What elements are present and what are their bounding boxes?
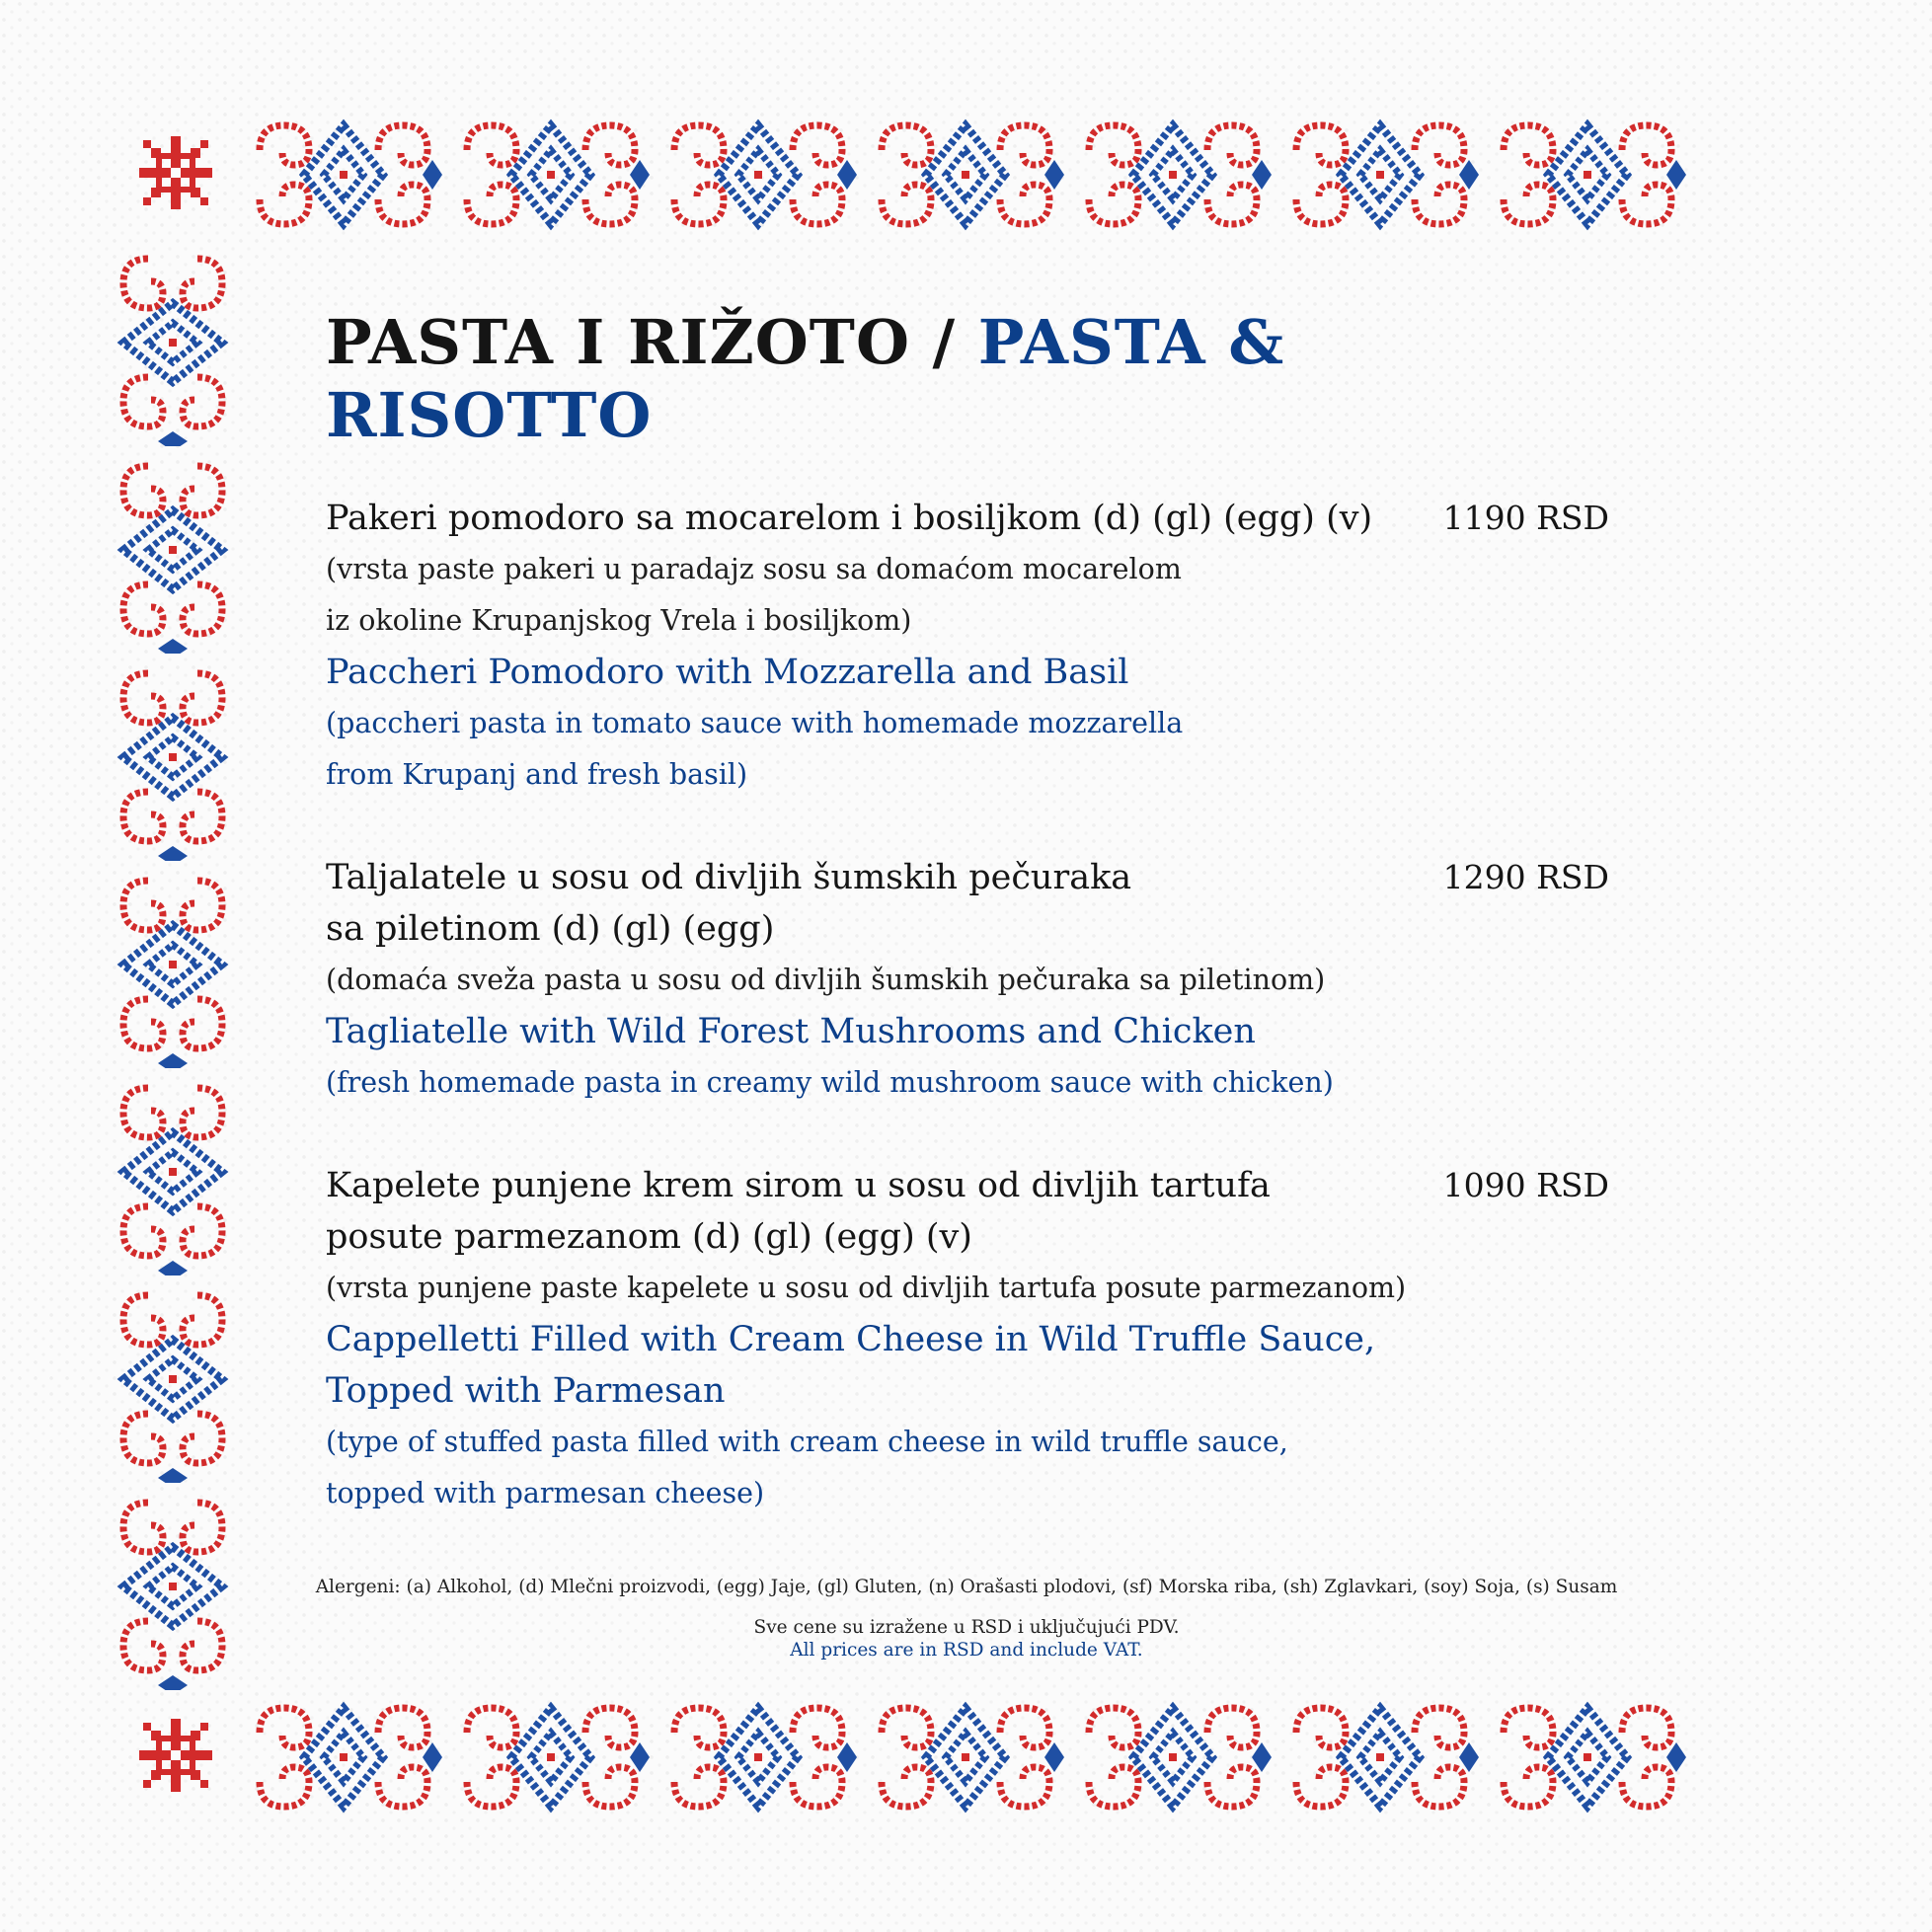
dish-name-sr <box>326 1160 1431 1263</box>
page-title <box>326 306 1609 453</box>
dish-name-sr-line: Pakeri pomodoro sa mocarelom i bosiljkom (d) (gl) (egg) (v) <box>326 498 1373 538</box>
dish-name-sr-line: Taljalatele u sosu od divljih šumskih pečuraka <box>326 857 1132 897</box>
dish-name-sr-line: posute parmezanom (d) (gl) (egg) (v) <box>326 1216 972 1257</box>
price-note-en: All prices are in RSD and include VAT. <box>790 1640 1143 1661</box>
dish-description-sr-line: (domaća sveža pasta u sosu od divljih šumskih pečuraka sa piletinom) <box>326 963 1326 996</box>
dish-name-sr-line: sa piletinom (d) (gl) (egg) <box>326 908 775 949</box>
price-note-sr: Sve cene su izražene u RSD i uključujući PDV. <box>753 1617 1180 1638</box>
menu-footer <box>240 1577 1693 1661</box>
dish-description-en <box>326 1057 1609 1109</box>
dish-description-sr <box>326 544 1609 647</box>
page-title-sr: PASTA I RIŽOTO / <box>326 306 978 378</box>
cross-stitch-pattern-bottom <box>240 1693 1693 1821</box>
dish-price: 1190 RSD <box>1442 498 1609 537</box>
dish-description-sr-line: (vrsta paste pakeri u paradajz sosu sa domaćom mocarelom <box>326 552 1182 585</box>
dish-description-en-line: (type of stuffed pasta filled with cream cheese in wild truffle sauce, <box>326 1425 1288 1458</box>
snowflake-ornament-icon <box>131 1711 220 1800</box>
dish-name-en-line: Paccheri Pomodoro with Mozzarella and Basil <box>326 652 1129 692</box>
dish-price: 1290 RSD <box>1442 857 1609 896</box>
allergen-legend: Alergeni: (a) Alkohol, (d) Mlečni proizvodi, (egg) Jaje, (gl) Gluten, (n) Orašasti plodovi, (sf) Morska riba, (sh) Zglavkari, (soy) Soja, (s) Susam <box>315 1577 1618 1597</box>
dish-name-sr <box>326 493 1431 544</box>
dish-description-en-line: from Krupanj and fresh basil) <box>326 757 748 791</box>
dish-description-sr <box>326 955 1609 1006</box>
dish-description-sr-line: (vrsta punjene paste kapelete u sosu od divljih tartufa posute parmezanom) <box>326 1271 1407 1304</box>
dish-name-sr <box>326 852 1431 955</box>
snowflake-ornament-icon <box>131 128 220 217</box>
cross-stitch-border-top <box>240 111 1693 239</box>
dish-name-en-line: Cappelletti Filled with Cream Cheese in Wild Truffle Sauce, <box>326 1319 1376 1359</box>
dish-description-en-line: topped with parmesan cheese) <box>326 1476 765 1509</box>
cross-stitch-pattern-left <box>109 239 237 1693</box>
dish-name-en-line: Tagliatelle with Wild Forest Mushrooms and Chicken <box>326 1011 1256 1051</box>
cross-stitch-border-left <box>109 239 237 1693</box>
dish-name-en <box>326 1006 1609 1057</box>
dish-name-sr-line: Kapelete punjene krem sirom u sosu od divljih tartufa <box>326 1165 1271 1205</box>
menu-item-header <box>326 852 1609 955</box>
dish-description-en <box>326 698 1609 801</box>
dish-name-en <box>326 647 1609 698</box>
menu-item <box>326 493 1609 801</box>
menu-item <box>326 852 1609 1109</box>
dish-list <box>326 493 1609 1519</box>
menu-item-header <box>326 493 1609 544</box>
menu-item <box>326 1160 1609 1519</box>
cross-stitch-border-bottom <box>240 1693 1693 1821</box>
snowflake-ornament-svg <box>131 1711 220 1800</box>
dish-price: 1090 RSD <box>1442 1165 1609 1204</box>
menu-content <box>326 306 1609 1519</box>
dish-description-en <box>326 1417 1609 1519</box>
dish-description-sr <box>326 1263 1609 1314</box>
menu-item-header <box>326 1160 1609 1263</box>
dish-name-en-line: Topped with Parmesan <box>326 1370 726 1411</box>
page-title-en: PASTA & RISOTTO <box>326 306 1285 452</box>
dish-description-en-line: (paccheri pasta in tomato sauce with homemade mozzarella <box>326 706 1184 739</box>
dish-name-en <box>326 1314 1609 1417</box>
snowflake-ornament-svg <box>131 128 220 217</box>
dish-description-en-line: (fresh homemade pasta in creamy wild mushroom sauce with chicken) <box>326 1065 1334 1099</box>
dish-description-sr-line: iz okoline Krupanjskog Vrela i bosiljkom) <box>326 603 912 637</box>
cross-stitch-pattern-top <box>240 111 1693 239</box>
